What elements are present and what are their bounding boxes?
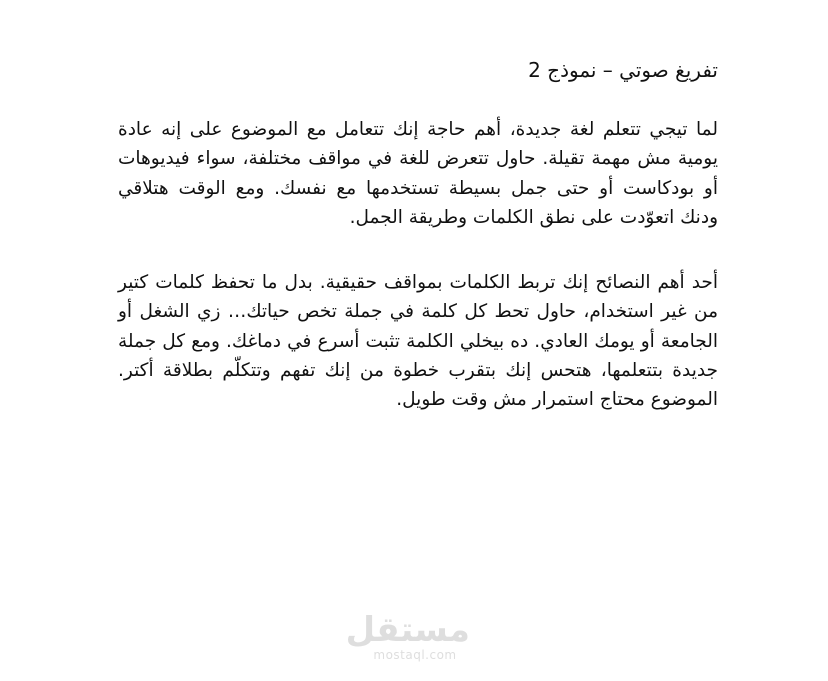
paragraph-1	[118, 115, 718, 232]
mostaql-watermark	[345, 610, 470, 662]
document	[118, 55, 718, 451]
watermark-logo: مستقل	[345, 610, 470, 650]
paragraph-text: أحد أهم النصائح إنك تربط الكلمات بمواقف حقيقية. بدل ما تحفظ كلمات كتير من غير استخدام، حاول تحط كل كلمة في جملة تخص حياتك… زي الشغل أو الجامعة أو يومك العادي. ده بيخلي الكلمة تثبت أسرع في دماغك. ومع كل جملة جديدة بتتعلمها، هتحس إنك بتقرب خطوة من إنك تفهم وتتكلّم بطلاقة أكتر. الموضوع محتاج استمرار مش وقت طويل.	[118, 272, 718, 411]
paragraph-text: لما تيجي تتعلم لغة جديدة، أهم حاجة إنك تتعامل مع الموضوع على إنه عادة يومية مش مهمة تقيلة. حاول تتعرض للغة في مواقف مختلفة، سواء فيديوهات أو بودكاست أو حتى جمل بسيطة تستخدمها مع نفسك. ومع الوقت هتلاقي ودنك اتعوّدت على نطق الكلمات وطريقة الجمل.	[118, 119, 718, 228]
document-title: تفريغ صوتي – نموذج 2	[528, 58, 718, 82]
paragraph-2	[118, 268, 718, 414]
watermark-domain: mostaql.com	[373, 648, 457, 662]
